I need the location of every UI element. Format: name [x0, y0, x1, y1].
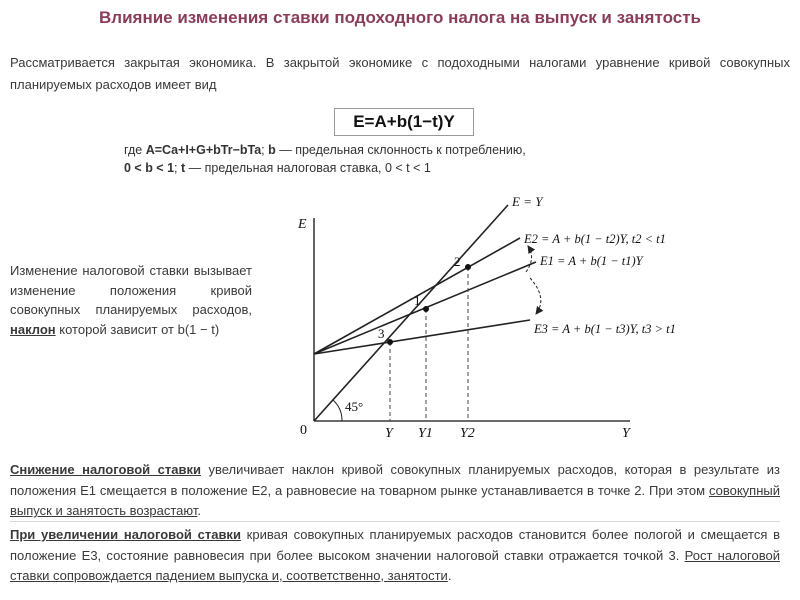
point-3-label: 3 [378, 326, 385, 341]
line-e3 [314, 320, 530, 354]
b-symbol: b [268, 143, 276, 157]
label-e-equals-y: E = Y [512, 194, 543, 209]
t-symbol: t [180, 161, 186, 175]
expenditure-chart [290, 190, 750, 445]
b-range: 0 < b < 1 [124, 161, 175, 175]
t-definition: — предельная налоговая ставка, 0 < t < 1 [185, 161, 431, 175]
formula-box: E=A+b(1−t)Y [334, 108, 474, 136]
para2-text-2: . [447, 568, 452, 583]
para1-text-1: увеличивает наклон кривой совокупных планируемых расходов, которая в результате из положения E1 смещается в положение E2, а равновесие на товарном рынке устанавливается в точке 2. При этом [10, 462, 781, 498]
x-tick-y2: Y2 [460, 426, 475, 441]
sep-1: ; [261, 143, 269, 157]
x-tick-y1: Y1 [418, 426, 433, 441]
origin-label: 0 [300, 423, 307, 438]
para1-underlined-1: Снижение налоговой ставки [10, 462, 201, 477]
x-axis-label: Y [622, 426, 630, 441]
a-definition: A=Ca+I+G+bTr−bTa [145, 143, 262, 157]
y-axis-label: E [298, 217, 307, 232]
para1-text-2: . [197, 503, 202, 518]
divider [10, 521, 780, 522]
arrow-e1-to-e2 [526, 246, 532, 272]
side-note-underlined: наклон [10, 321, 56, 337]
para2-underlined-1: При увеличении налоговой ставки [10, 527, 241, 542]
paragraph-decrease [10, 460, 780, 522]
arrow-e1-to-e3 [530, 278, 541, 314]
angle-label: 45° [345, 399, 364, 414]
point-1 [423, 306, 429, 312]
where-prefix: где [124, 143, 146, 157]
label-e2: E2 = A + b(1 − t2)Y, t2 < t1 [524, 232, 666, 246]
page-title: Влияние изменения ставки подоходного налога на выпуск и занятость [99, 8, 701, 27]
intro-text: Рассматривается закрытая экономика. В закрытой экономике с подоходными налогами уравнение кривой совокупных планируемых расходов имеет вид [10, 55, 790, 92]
paragraph-increase [10, 525, 780, 587]
point-3 [387, 339, 393, 345]
sep-2: ; [174, 161, 181, 175]
label-e1: E1 = A + b(1 − t1)Y [540, 254, 643, 268]
para2-underlined-2: Рост налоговой ставки сопровождается падением выпуска и, соответственно, занятости [10, 547, 780, 583]
point-1-label: 1 [414, 293, 421, 308]
para2-text-1: кривая совокупных планируемых расходов становится более пологой и смещается в положение E3, состояние равновесия при более высоком значении налоговой ставки отражается точкой 3. [10, 527, 780, 563]
point-2-label: 2 [454, 254, 461, 269]
definitions-text [124, 141, 684, 177]
b-definition: — предельная склонность к потреблению, [275, 143, 526, 157]
para1-underlined-2: совокупный выпуск и занятость возрастают [10, 482, 780, 518]
label-e3: E3 = A + b(1 − t3)Y, t3 > t1 [534, 322, 676, 336]
side-note [10, 261, 252, 339]
side-note-part1: Изменение налоговой ставки вызывает изменение положения кривой совокупных планируемых расходов, [10, 263, 252, 317]
point-2 [465, 264, 471, 270]
angle-arc [333, 400, 342, 421]
x-tick-y: Y [385, 426, 393, 441]
side-note-part2: которой зависит от b(1 − t) [59, 321, 220, 337]
